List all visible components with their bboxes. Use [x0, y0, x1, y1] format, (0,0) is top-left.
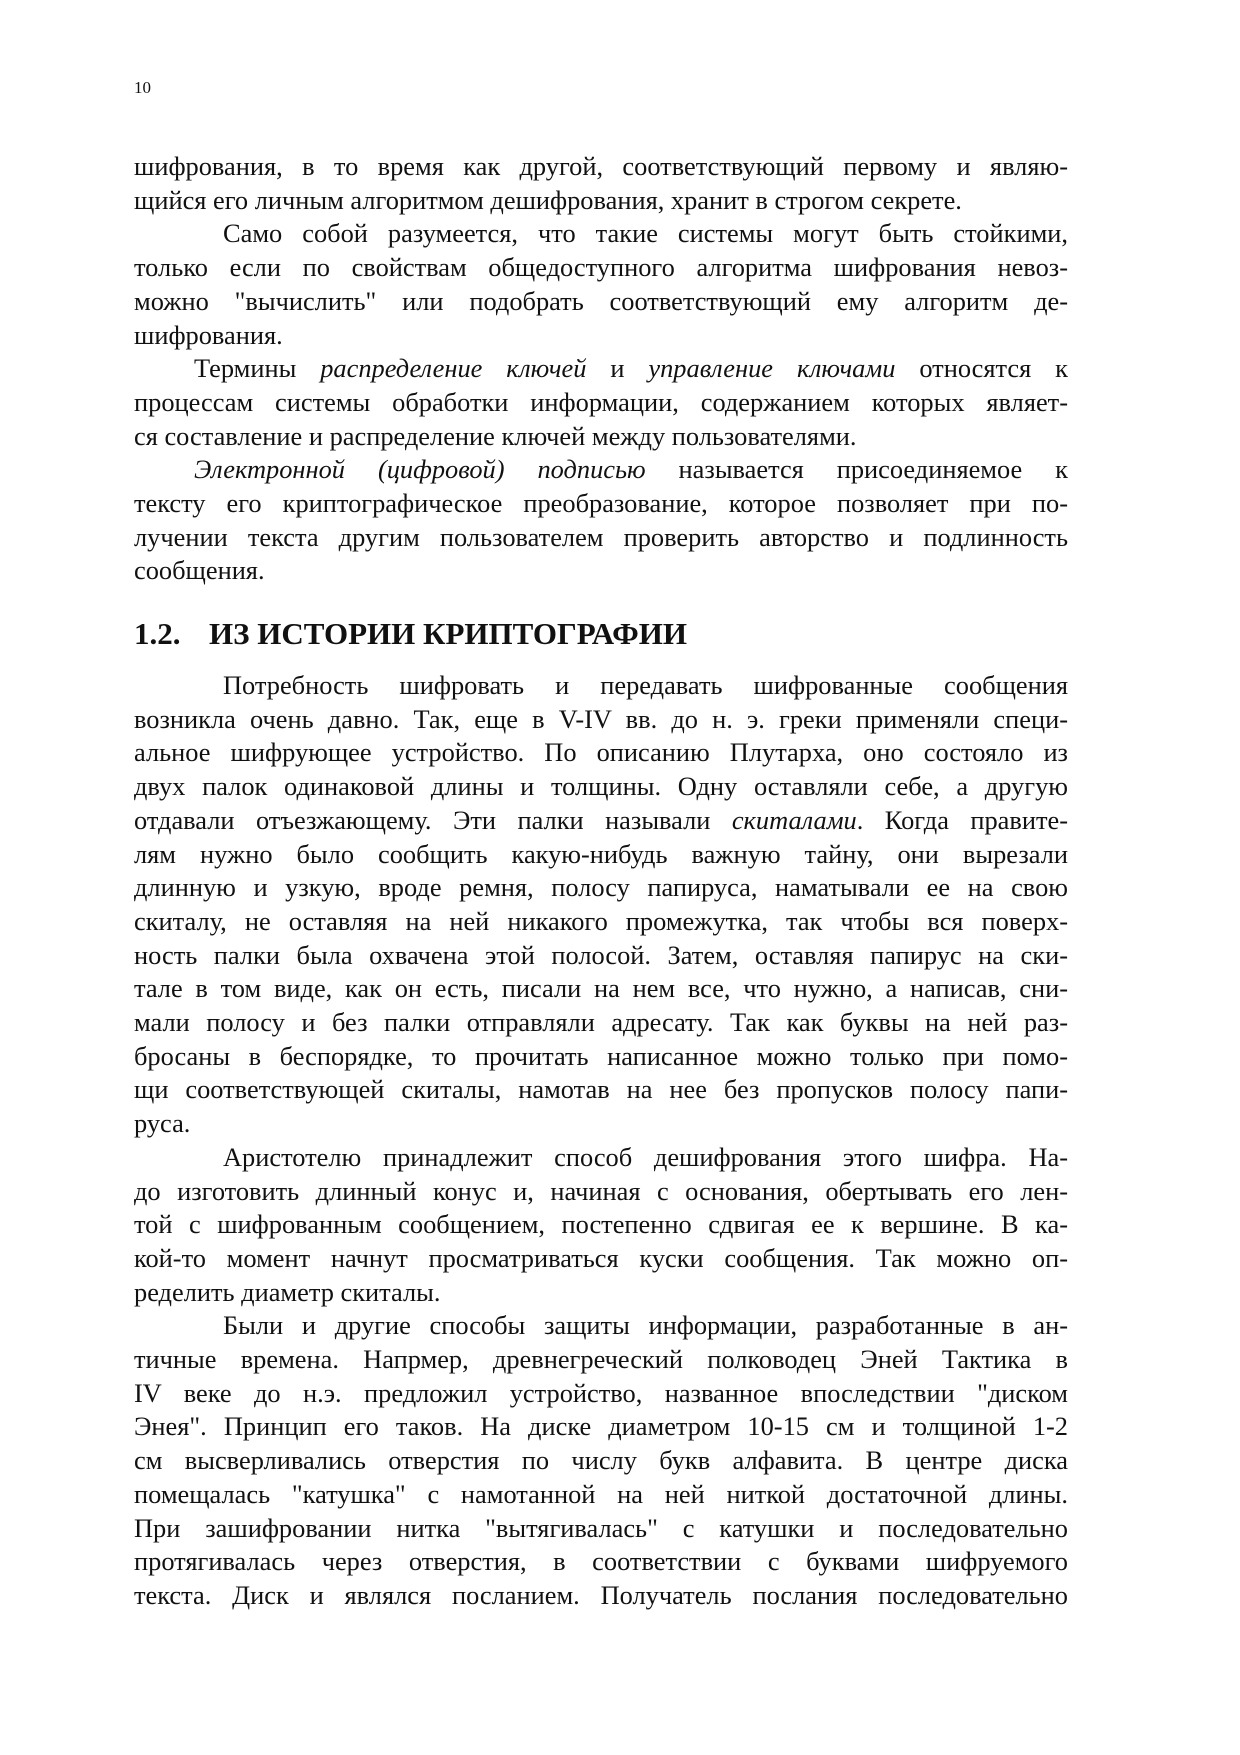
text-run: см высверливались отверстия по числу букв алфавита. В центре диска: [134, 1445, 1068, 1476]
text-run: Аристотелю принадлежит способ дешифрования этого шифра. На-: [223, 1141, 1068, 1172]
text-line: [134, 453, 1068, 487]
text-run: шифрования.: [134, 319, 283, 350]
text-line: [134, 521, 1068, 555]
text-run: ность палки была охвачена этой полосой. Затем, оставляя папирус на ски-: [134, 939, 1068, 970]
text-run: отдавали отъезжающему. Эти палки называли: [134, 804, 732, 835]
text-run: тексту его криптографическое преобразование, которое позволяет при по-: [134, 488, 1068, 519]
text-run: Энея". Принцип его таков. На диске диаметром 10-15 см и толщиной 1-2: [134, 1411, 1068, 1442]
text-run: тале в том виде, как он есть, писали на нем все, что нужно, а написав, сни-: [134, 973, 1068, 1004]
text-line: [134, 1073, 1068, 1107]
text-line: [134, 554, 1068, 588]
text-line: [134, 1141, 1068, 1175]
text-line: [134, 487, 1068, 521]
text-line: [134, 939, 1068, 973]
italic-term: управление ключами: [648, 353, 896, 384]
text-line: [134, 1410, 1068, 1444]
text-run: Само собой разумеется, что такие системы могут быть стойкими,: [223, 218, 1068, 249]
text-line: [134, 838, 1068, 872]
text-run: мали полосу и без палки отправляли адресату. Так как буквы на ней раз-: [134, 1007, 1068, 1038]
text-run: помещалась "катушка" с намотанной на ней ниткой достаточной длины.: [134, 1478, 1068, 1509]
text-line: [134, 1175, 1068, 1209]
text-line: [134, 1208, 1068, 1242]
text-line: [134, 420, 1068, 454]
text-run: и: [586, 353, 649, 384]
text-run: альное шифрующее устройство. По описанию Плутарха, оно состояло из: [134, 737, 1068, 768]
text-line: [134, 1545, 1068, 1579]
text-line: [134, 905, 1068, 939]
italic-term: распределение ключей: [320, 353, 587, 384]
section-title: ИЗ ИСТОРИИ КРИПТОГРАФИИ: [209, 616, 688, 651]
text-run: относятся к: [895, 353, 1068, 384]
text-line: [134, 1444, 1068, 1478]
text-run: текста. Диск и являлся посланием. Получатель послания последовательно: [134, 1579, 1068, 1610]
paragraphs-history: [134, 669, 1068, 1613]
text-line: [134, 251, 1068, 285]
text-run: щийся его личным алгоритмом дешифрования, хранит в строгом секрете.: [134, 184, 962, 215]
text-line: [134, 1107, 1068, 1141]
text-line: [134, 1377, 1068, 1411]
text-run: При зашифровании нитка "вытягивалась" с катушки и последовательно: [134, 1512, 1068, 1543]
text-run: можно "вычислить" или подобрать соответствующий ему алгоритм де-: [134, 285, 1068, 316]
text-line: [134, 1579, 1068, 1613]
text-run: процессам системы обработки информации, содержанием которых являет-: [134, 386, 1068, 417]
text-line: [134, 1276, 1068, 1310]
text-line: [134, 1242, 1068, 1276]
text-line: [134, 217, 1068, 251]
text-run: Термины: [194, 353, 321, 384]
text-line: [134, 972, 1068, 1006]
text-line: [134, 1512, 1068, 1546]
text-run: протягивалась через отверстия, в соответствии с буквами шифруемого: [134, 1546, 1068, 1577]
italic-term: скиталами: [731, 804, 857, 835]
text-run: руса.: [134, 1108, 191, 1139]
text-line: [134, 1478, 1068, 1512]
text-line: [134, 871, 1068, 905]
text-run: Потребность шифровать и передавать шифрованные сообщения: [223, 670, 1068, 700]
page-number: 10: [134, 78, 151, 97]
text-line: [134, 1040, 1068, 1074]
text-run: сообщения.: [134, 555, 265, 586]
text-run: щи соответствующей скиталы, намотав на нее без пропусков полосу папи-: [134, 1074, 1068, 1105]
section-number: 1.2.: [134, 616, 181, 651]
text-line: [134, 703, 1068, 737]
text-run: возникла очень давно. Так, еще в V-IV вв. до н. э. греки применяли специ-: [134, 703, 1068, 734]
text-run: Были и другие способы защиты информации, разработанные в ан-: [223, 1310, 1068, 1341]
text-line: [134, 804, 1068, 838]
text-run: только если по свойствам общедоступного алгоритма шифрования невоз-: [134, 252, 1068, 283]
text-line: [134, 184, 1068, 218]
text-line: [134, 150, 1068, 184]
text-line: [134, 386, 1068, 420]
text-run: тичные времена. Напрмер, древнегреческий полководец Эней Тактика в: [134, 1344, 1068, 1375]
text-run: скиталу, не оставляя на ней никакого промежутка, так чтобы вся поверх-: [134, 905, 1068, 936]
text-run: кой-то момент начнут просматриваться куски сообщения. Так можно оп-: [134, 1242, 1068, 1273]
paragraphs-intro: [134, 150, 1068, 588]
text-run: . Когда правите-: [856, 804, 1068, 835]
text-line: [134, 352, 1068, 386]
text-run: IV веке до н.э. предложил устройство, названное впоследствии "диском: [134, 1377, 1068, 1408]
text-line: [134, 319, 1068, 353]
text-run: называется присоединяемое к: [645, 454, 1068, 485]
text-run: длинную и узкую, вроде ремня, полосу папируса, наматывали ее на свою: [134, 872, 1068, 903]
section-heading: [134, 614, 687, 654]
text-run: лям нужно было сообщить какую-нибудь важную тайну, они вырезали: [134, 838, 1068, 869]
text-run: бросаны в беспорядке, то прочитать написанное можно только при помо-: [134, 1040, 1068, 1071]
italic-term: Электронной (цифровой) подписью: [194, 454, 646, 485]
text-run: до изготовить длинный конус и, начиная с основания, обертывать его лен-: [134, 1175, 1068, 1206]
text-line: [134, 1343, 1068, 1377]
text-line: [134, 1006, 1068, 1040]
text-line: [134, 736, 1068, 770]
text-line: [134, 1309, 1068, 1343]
text-run: ся составление и распределение ключей между пользователями.: [134, 420, 857, 451]
text-line: [134, 669, 1068, 703]
text-run: шифрования, в то время как другой, соответствующий первому и являю-: [134, 151, 1068, 181]
text-run: той с шифрованным сообщением, постепенно сдвигая ее к вершине. В ка-: [134, 1209, 1068, 1240]
text-run: ределить диаметр скиталы.: [134, 1276, 441, 1307]
text-line: [134, 770, 1068, 804]
text-run: лучении текста другим пользователем проверить авторство и подлинность: [134, 521, 1068, 552]
text-line: [134, 285, 1068, 319]
text-run: двух палок одинаковой длины и толщины. Одну оставляли себе, а другую: [134, 771, 1068, 802]
